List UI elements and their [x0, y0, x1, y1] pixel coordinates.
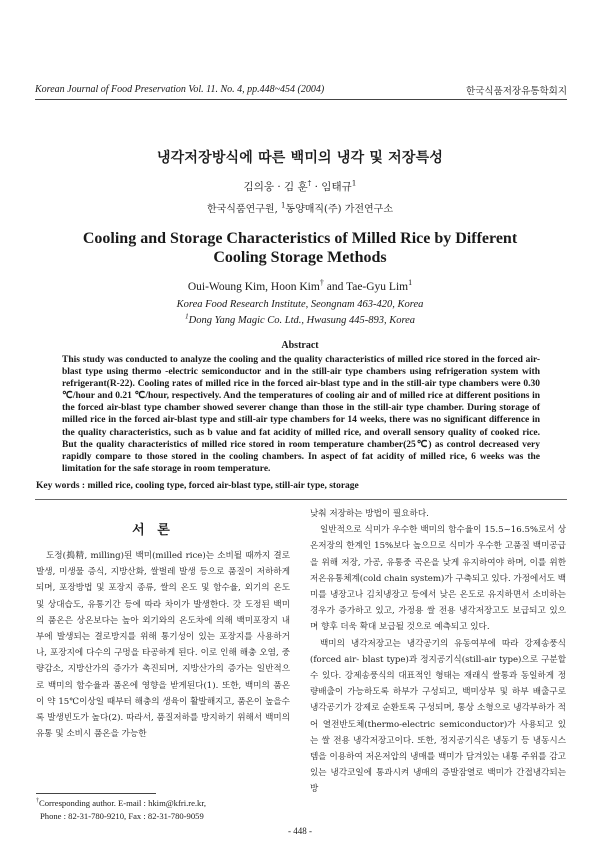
authors-english-1: Oui-Woung Kim, Hoon Kim	[187, 281, 320, 293]
footnote-line1	[36, 798, 206, 808]
affiliation-english-1: Korea Food Research Institute, Seongnam 463-420, Korea	[176, 299, 424, 310]
affiliation-korean-2: 동양매직(주) 가전연구소	[285, 204, 394, 215]
authors-korean-rest: · 임태규	[311, 181, 352, 193]
affiliation-mark: 1	[280, 201, 286, 210]
abstract-heading: Abstract	[281, 340, 319, 351]
body-right-paragraph: 낮춰 저장하는 방법이 필요하다.	[310, 509, 429, 519]
affiliation-mark: 1	[184, 311, 189, 321]
title-english-line2: Cooling Storage Methods	[213, 249, 387, 266]
page-number: - 448 -	[288, 826, 312, 836]
authors-english-2: and Tae-Gyu Lim	[323, 281, 409, 293]
body-right-paragraph: 일반적으로 식미가 우수한 백미의 함수율이 15.5~16.5%로서 상온저장의 한계인 15%보다 높으므로 식미가 우수한 고품질 백미공급을 위해 저장, 가공, 유통중 곡온을 낮게 유지하여야 하며, 이를 위한 저온유통체계(cold chain system)가 구축되고 있다. 가정에서도 백미를 냉장고나 김치냉장고 등에서 낮은 온도로 유지하면서 소비하는 경우가 증가하고 있고, 가정용 쌀 전용 냉각저장고도 보급되고 있으며 향후 더욱 확대 보급될 것으로 예측되고 있다.	[310, 525, 566, 633]
affiliation-korean-1: 한국식품연구원,	[206, 204, 281, 215]
title-english-line1: Cooling and Storage Characteristics of Milled Rice by Different	[82, 230, 518, 247]
body-right-column	[310, 506, 566, 798]
body-left-column: 도정(搗精, milling)된 백미(milled rice)는 소비될 때까지 결로 발생, 미생물 증식, 지방산화, 쌀벌레 발생 등으로 품질이 저하하게 되며, 포장방법 및 포장지 종류, 쌀의 온도 및 함수율, 외기의 온도 및 상대습도, 유통기간 등에 따라 차이가 발생한다. 갓 도정된 백미의 품온은 상온보다는 높아 외기와의 온도차에 의해 백미포장지 내부에 발생되는 결로방지를 위해 통기성이 있는 포장지를 사용하거나, 포장지에 다수의 구멍을 타공하게 된다. 이로 인해 해충 오염, 중량감소, 지방산가의 증가가 촉진되며, 지방산가의 증가는 일반적으로 백미의 함수율과 품온에 영향을 받게된다(1). 또한, 백미의 품온이 약 15℃이상일 때부터 해충의 생육이 활발해지고, 품온이 높을수록 발생빈도가 높다(2). 따라서, 품질저하를 방지하기 위해서 백미의 유통 및 소비시 품온을 가능한	[36, 551, 290, 740]
journal-citation: Korean Journal of Food Preservation Vol. 11. No. 4, pp.448~454 (2004)	[35, 84, 325, 95]
affiliation-english-2	[0, 311, 600, 326]
abstract-body: This study was conducted to analyze the cooling and the quality characteristics of milled rice stored in the forced air-blast type using thermo -electric semiconductor and in the still-air type chambers using refrigeration system with refrigerant(R-22). Cooling rates of milled rice in the forced air-blast type and in the still-air type chambers were 0.30 ℃/hour and 0.21 ℃/hour, respectively. And the temperatures of cooling air and of milled rice at different positions in the forced air-blast type chamber showed severer change than those in the still-air type chamber. During storage of milled rice in the forced air-blast type and still-air type chambers for 14 weeks, there was no significant difference in the quality characteristics, such as b value and fat acidity of milled rice, and overall sensory quality of cooked rice. But the quality characteristics of milled rice stored in room temperature chamber(25℃) as control decreased very rapidly compare to those stored in the cooling chambers. In aspect of fat acidity of milled rice, 6 weeks was the limitation for the safe storage in room temperature.	[62, 355, 540, 474]
section-heading-introduction: 서 론	[132, 523, 174, 538]
authors-korean-text: 김의웅 · 김 훈	[243, 181, 308, 193]
affiliation-korean	[0, 200, 600, 215]
keywords-rule	[35, 499, 567, 500]
footnote-email: Corresponding author. E-mail : hkim@kfri.re.kr,	[39, 798, 207, 808]
body-right-paragraph: 백미의 냉각저장고는 냉각공기의 유동여부에 따라 강제송풍식(forced air- blast type)과 정지공기식(still-air type)으로 구분할 수 있다. 강제송풍식의 대표적인 형태는 재래식 쌀통과 동일하게 정량배출이 가능하도록 하부가 구성되고, 백미상부 및 하부 배출구로 냉각공기가 강제로 순환토록 구성되며, 통상 소형으로 냉각부하가 적어 열전반도체(thermo-electric semiconductor)가 사용되고 있는 쌀 전용 냉각저장고이다. 또한, 정지공기식은 냉동기 등 냉동시스템을 이용하여 저온저압의 냉매를 백미가 담겨있는 내통 주위를 감고있는 냉각코일에 통과시켜 냉매의 증발잠열로 백미가 간접냉각되는 방	[310, 638, 566, 795]
affiliation-english-2-text: Dong Yang Magic Co. Ltd., Hwasung 445-893, Korea	[188, 315, 416, 326]
corresponding-mark: †	[319, 278, 324, 288]
authors-korean	[0, 179, 600, 194]
corresponding-mark: †	[307, 178, 312, 188]
affiliation-mark: 1	[408, 278, 413, 288]
authors-english	[0, 278, 600, 293]
affiliation-mark: 1	[351, 178, 357, 188]
footnote-rule	[36, 793, 156, 794]
title-korean: 냉각저장방식에 따른 백미의 냉각 및 저장특성	[156, 150, 444, 166]
corresponding-mark: †	[36, 798, 40, 805]
title-english	[0, 229, 600, 267]
header-rule	[35, 99, 567, 100]
society-name: 한국식품저장유통학회지	[466, 86, 567, 97]
keywords: Key words : milled rice, cooling type, forced air-blast type, still-air type, storage	[36, 481, 359, 491]
footnote-line2: Phone : 82-31-780-9210, Fax : 82-31-780-9059	[40, 811, 204, 821]
